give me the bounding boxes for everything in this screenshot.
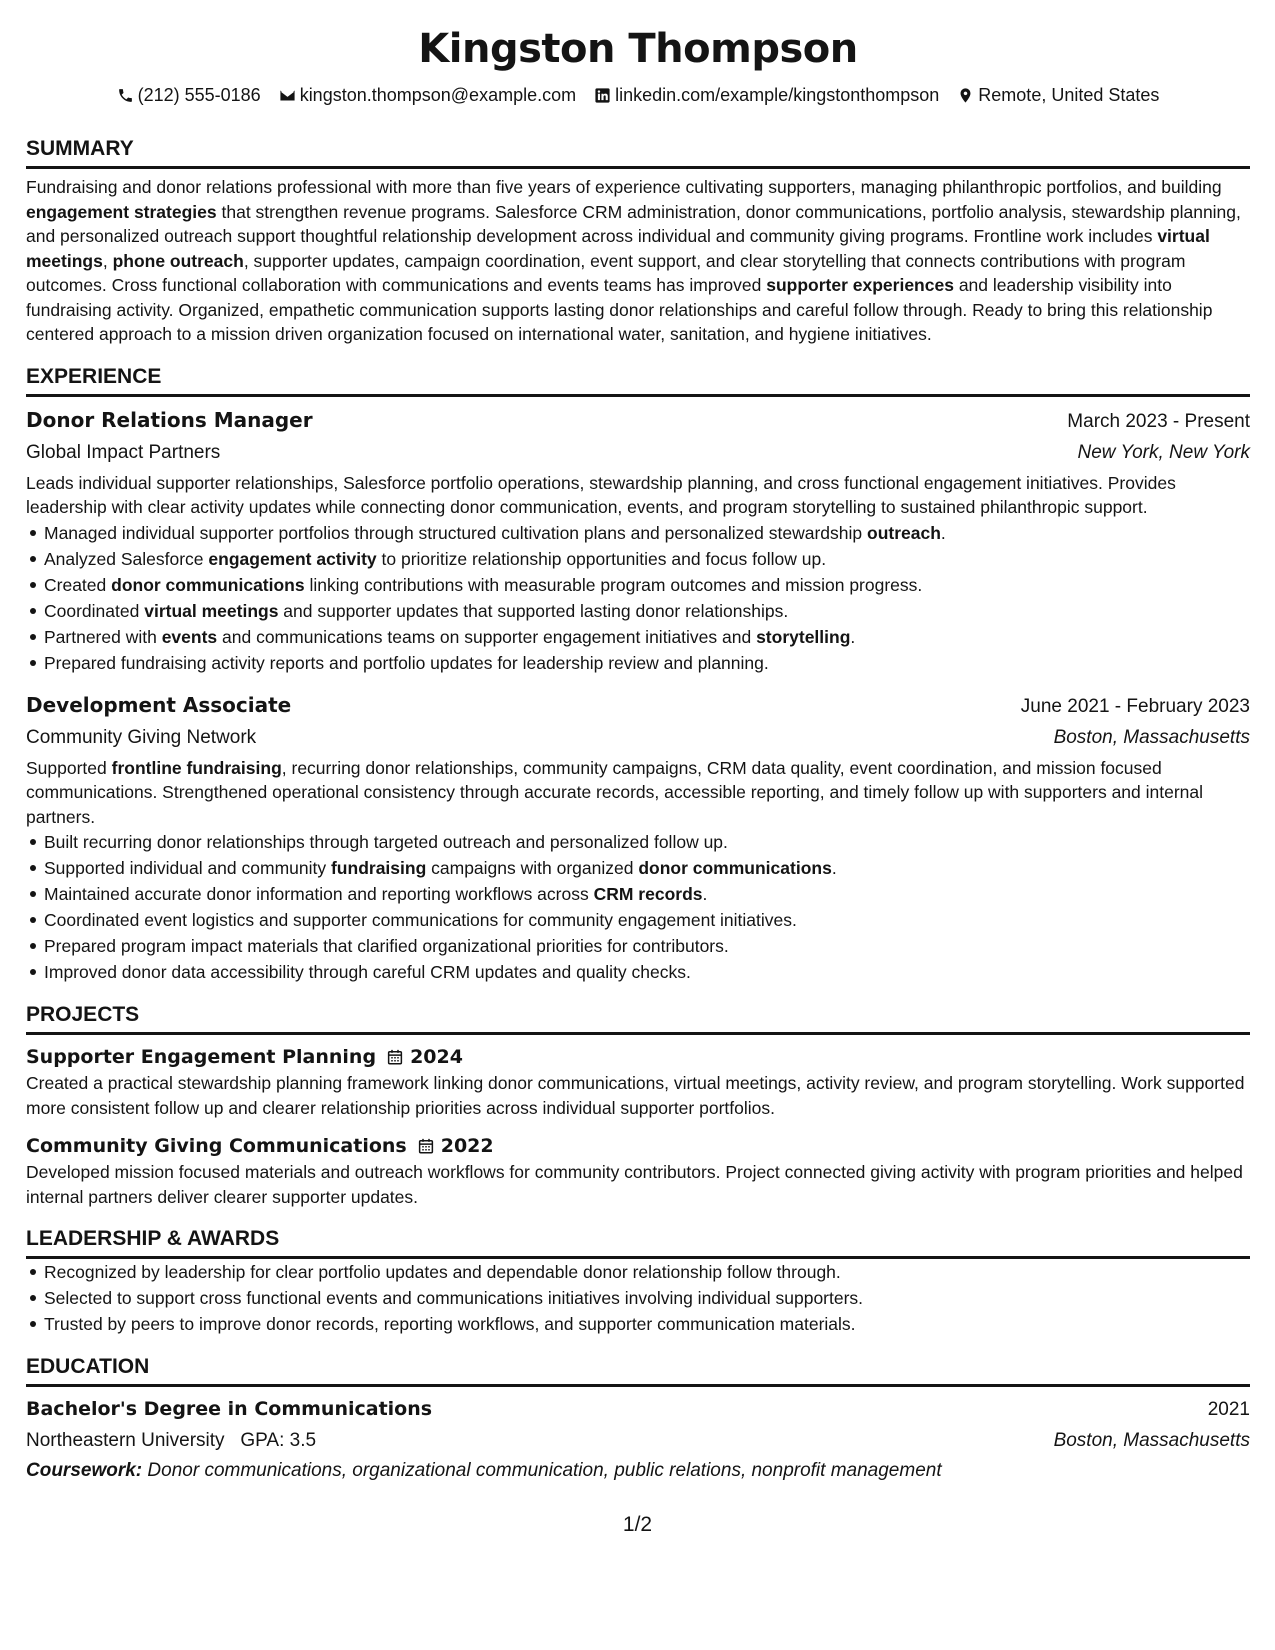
- emphasis-text: donor communications: [111, 574, 305, 595]
- projects-section: [26, 1001, 1250, 1209]
- emphasis-text: frontline fundraising: [111, 757, 282, 778]
- project-year: 2024: [410, 1046, 463, 1068]
- calendar-icon: [417, 1137, 435, 1155]
- project-name: Community Giving Communications: [26, 1135, 407, 1157]
- job-bullets: [26, 520, 1250, 676]
- list-item: Trusted by peers to improve donor records, reporting workflows, and supporter communication materials.: [44, 1311, 1250, 1337]
- envelope-icon: [279, 87, 296, 104]
- list-item: Created donor communications linking contributions with measurable program outcomes and mission progress.: [44, 572, 1250, 598]
- job-dates: June 2021 - February 2023: [1020, 695, 1250, 717]
- calendar-icon: [386, 1048, 404, 1066]
- job-bullets: [26, 829, 1250, 985]
- section-title-projects: PROJECTS: [26, 1001, 1250, 1035]
- contact-phone[interactable]: [117, 83, 261, 107]
- emphasis-text: engagement activity: [208, 548, 377, 569]
- list-item: Coordinated event logistics and supporter communications for community engagement initiatives.: [44, 907, 1250, 933]
- school-info: [26, 1425, 316, 1456]
- emphasis-text: storytelling: [756, 626, 851, 647]
- emphasis-text: virtual meetings: [144, 600, 279, 621]
- job-location: Boston, Massachusetts: [1053, 726, 1250, 748]
- coursework: [26, 1456, 1250, 1485]
- job-description: Leads individual supporter relationships, Salesforce portfolio operations, stewardship planning, and cross functional engagement initiatives. Provides leadership with clear activity updates while connecting donor communication, events, and program storytelling to sustained philanthropic support.: [26, 472, 1176, 517]
- education-section: [26, 1353, 1250, 1485]
- list-item: Coordinated virtual meetings and supporter updates that supported lasting donor relationships.: [44, 598, 1250, 624]
- project-entry: [26, 1043, 1250, 1120]
- linkedin-icon: [594, 87, 611, 104]
- contact-location: [957, 83, 1159, 107]
- resume-page: [26, 18, 1250, 1485]
- experience-section: [26, 363, 1250, 986]
- emphasis-text: engagement strategies: [26, 201, 217, 222]
- section-title-experience: EXPERIENCE: [26, 363, 1250, 397]
- emphasis-text: events: [161, 626, 218, 647]
- emphasis-text: donor communications: [638, 858, 832, 878]
- list-item: Prepared program impact materials that clarified organizational priorities for contributors.: [44, 933, 1250, 959]
- awards-list: [26, 1259, 1250, 1337]
- job-entry: [26, 690, 1250, 986]
- list-item: Maintained accurate donor information and reporting workflows across CRM records.: [44, 881, 1250, 907]
- section-title-awards: LEADERSHIP & AWARDS: [26, 1225, 1250, 1259]
- coursework-label: Coursework:: [26, 1460, 143, 1481]
- school-location: Boston, Massachusetts: [1053, 1430, 1250, 1451]
- list-item: Partnered with events and communications teams on supporter engagement initiatives and storytelling.: [44, 624, 1250, 650]
- project-year: 2022: [440, 1135, 494, 1157]
- project-description: Created a practical stewardship planning framework linking donor communications, virtual meetings, activity review, and program storytelling. Work supported more consistent follow up and clearer relationship priorities across individual supporter portfolios.: [26, 1073, 1245, 1118]
- graduation-year: 2021: [1207, 1399, 1250, 1420]
- contact-email[interactable]: [279, 83, 576, 107]
- phone-icon: [117, 87, 134, 104]
- job-entry: [26, 405, 1250, 676]
- job-organization: Global Impact Partners: [26, 441, 221, 463]
- school-name: Northeastern University: [26, 1430, 225, 1451]
- coursework-list: Donor communications, organizational communication, public relations, nonprofit management: [142, 1460, 942, 1481]
- list-item: Recognized by leadership for clear portfolio updates and dependable donor relationship follow through.: [44, 1259, 1250, 1285]
- job-dates: March 2023 - Present: [1067, 410, 1250, 432]
- map-pin-icon: [957, 87, 974, 104]
- degree-title: Bachelor's Degree in Communications: [26, 1398, 433, 1420]
- emphasis-text: outreach: [867, 522, 941, 543]
- summary-section: [26, 135, 1250, 347]
- list-item: Analyzed Salesforce engagement activity to prioritize relationship opportunities and focus follow up.: [44, 546, 1250, 572]
- job-organization: Community Giving Network: [26, 726, 257, 748]
- list-item: Supported individual and community fundraising campaigns with organized donor communications.: [44, 855, 1250, 881]
- emphasis-text: supporter experiences: [766, 275, 954, 295]
- job-title: Development Associate: [26, 692, 292, 717]
- emphasis-text: phone outreach: [112, 250, 244, 271]
- phone-number: (212) 555-0186: [137, 85, 261, 105]
- emphasis-text: CRM records: [593, 884, 703, 904]
- gpa: GPA: 3.5: [240, 1430, 317, 1451]
- section-title-education: EDUCATION: [26, 1353, 1250, 1387]
- list-item: Built recurring donor relationships through targeted outreach and personalized follow up.: [44, 829, 1250, 855]
- location-text: Remote, United States: [978, 85, 1160, 105]
- list-item: Managed individual supporter portfolios through structured cultivation plans and personalized stewardship outreach.: [44, 520, 1250, 546]
- emphasis-text: virtual meetings: [26, 226, 1210, 271]
- list-item: Improved donor data accessibility through careful CRM updates and quality checks.: [44, 959, 1250, 985]
- section-title-summary: SUMMARY: [26, 135, 1250, 169]
- summary-text: Fundraising and donor relations professional with more than five years of experience cultivating supporters, managing philanthropic portfolios, and building engagement strategies that strengthen revenue programs. Salesforce CRM administration, donor communications, portfolio analysis, stewardship planning, and personalized outreach support thoughtful relationship development across individual and community giving programs. Frontline work includes virtual meetings, phone outreach, supporter updates, campaign coordination, event support, and clear storytelling that connects contributions with program outcomes. Cross functional collaboration with communications and events teams has improved supporter experiences and leadership visibility into fundraising activity. Organized, empathetic communication supports lasting donor relationships and careful follow through. Ready to bring this relationship centered approach to a mission driven organization focused on international water, sanitation, and hygiene initiatives.: [26, 177, 1241, 344]
- job-title: Donor Relations Manager: [26, 407, 313, 432]
- linkedin-url: linkedin.com/example/kingstonthompson: [615, 85, 940, 105]
- candidate-name: Kingston Thompson: [418, 26, 858, 72]
- contact-linkedin[interactable]: [594, 83, 939, 107]
- education-entry: [26, 1395, 1250, 1485]
- email-address: kingston.thompson@example.com: [299, 85, 577, 105]
- job-location: New York, New York: [1077, 441, 1250, 463]
- list-item: Selected to support cross functional events and communications initiatives involving individual supporters.: [44, 1285, 1250, 1311]
- contact-bar: [26, 83, 1250, 107]
- page-number: 1/2: [622, 1513, 653, 1536]
- job-description: Supported frontline fundraising, recurring donor relationships, community campaigns, CRM data quality, event coordination, and mission focused communications. Strengthened operational consistency through accurate records, accessible reporting, and timely follow up with supporters and internal partners.: [26, 757, 1204, 827]
- project-description: Developed mission focused materials and outreach workflows for community contributors. Project connected giving activity with program priorities and helped internal partners deliver clearer supporter updates.: [26, 1162, 1243, 1207]
- project-entry: [26, 1132, 1250, 1209]
- project-name: Supporter Engagement Planning: [26, 1046, 377, 1068]
- awards-section: [26, 1225, 1250, 1337]
- list-item: Prepared fundraising activity reports and portfolio updates for leadership review and planning.: [44, 650, 1250, 676]
- emphasis-text: fundraising: [330, 858, 427, 878]
